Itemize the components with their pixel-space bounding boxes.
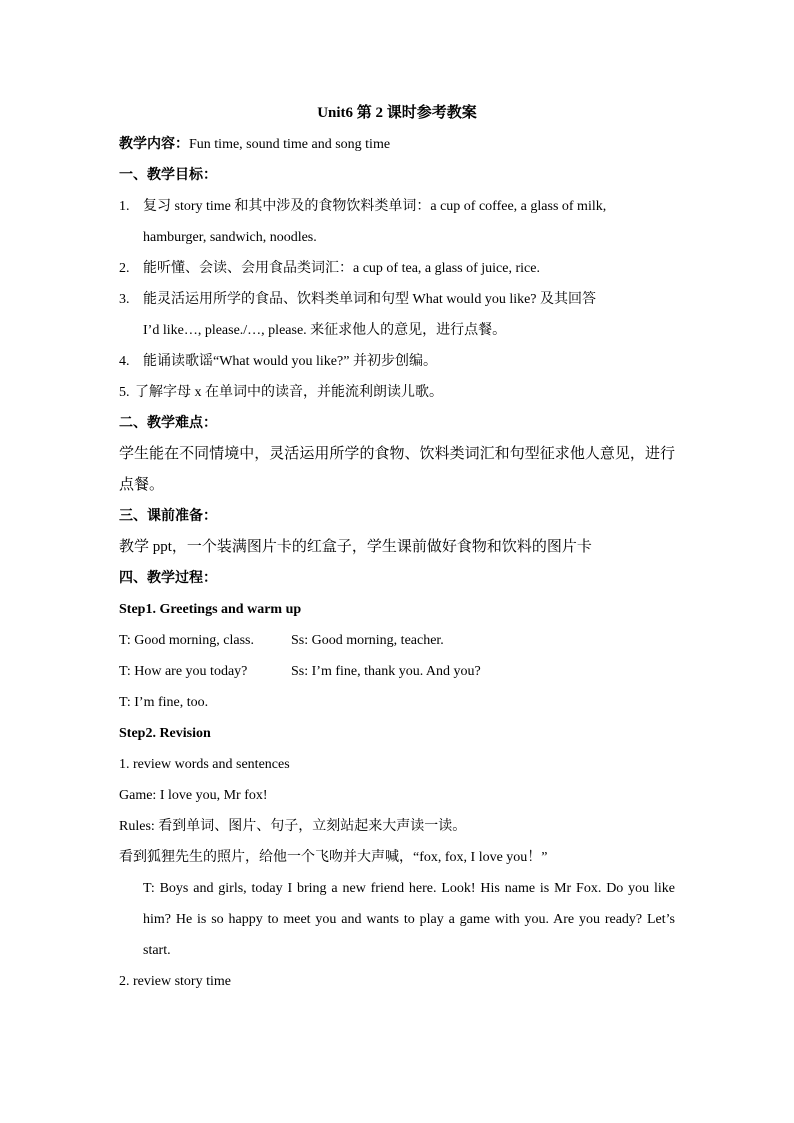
goal-item-continued [119, 315, 675, 346]
document-title: Unit6 第 2 课时参考教案 [317, 105, 477, 121]
goal-item [119, 377, 675, 408]
goal-text: 能灵活运用所学的食品、饮料类单词和句型 What would you like? 及其回答 [143, 292, 597, 307]
teacher-paragraph: T: Boys and girls, today I bring a new friend here. Look! His name is Mr Fox. Do you like him? He is so happy to meet you and wants to play a game with you. Are you ready? Let’s start. [143, 881, 675, 958]
goal-text: I’d like…, please./…, please. 来征求他人的意见，进行点餐。 [143, 323, 507, 338]
rules-line: Rules: 看到单词、图片、句子，立刻站起来大声读一读。 [119, 819, 467, 834]
teaching-content-label: 教学内容： [119, 137, 189, 152]
goal-number: 5. [119, 385, 130, 400]
goal-text: hamburger, sandwich, noodles. [143, 230, 317, 245]
goal-item [119, 346, 675, 377]
goal-item-continued [119, 222, 675, 253]
revision-item-2: 2. review story time [119, 974, 231, 989]
dialog-students: Ss: I’m fine, thank you. And you? [291, 664, 481, 679]
teaching-content-value: Fun time, sound time and song time [189, 137, 391, 152]
dialog-teacher: T: I’m fine, too. [119, 695, 209, 710]
goal-text: 能听懂、会读、会用食品类词汇：a cup of tea, a glass of juice, rice. [143, 261, 540, 276]
document-content [119, 98, 675, 997]
section-heading-goals: 一、教学目标： [119, 168, 217, 183]
dialog-teacher: T: Good morning, class. [119, 633, 255, 648]
step1-title: Step1. Greetings and warm up [119, 602, 302, 617]
goal-number: 2. [119, 261, 130, 276]
goal-number: 1. [119, 199, 130, 214]
preparation-paragraph: 教学 ppt，一个装满图片卡的红盒子，学生课前做好食物和饮料的图片卡 [119, 539, 592, 555]
goal-item [119, 191, 675, 222]
goal-text: 了解字母 x 在单词中的读音，并能流利朗读儿歌。 [135, 385, 443, 400]
dialog-line [119, 656, 675, 687]
step2-title: Step2. Revision [119, 726, 211, 741]
difficulty-paragraph: 学生能在不同情境中，灵活运用所学的食物、饮料类词汇和句型征求他人意见，进行点餐。 [119, 446, 675, 493]
dialog-teacher: T: How are you today? [119, 664, 248, 679]
dialog-line [119, 687, 675, 718]
goal-item [119, 253, 675, 284]
section-heading-preparation: 三、课前准备： [119, 509, 217, 524]
revision-item-1: 1. review words and sentences [119, 757, 290, 772]
section-heading-difficulty: 二、教学难点： [119, 416, 217, 431]
game-line: Game: I love you, Mr fox! [119, 788, 268, 803]
section-heading-process: 四、教学过程： [119, 571, 217, 586]
goal-number: 3. [119, 292, 130, 307]
goal-text: 能诵读歌谣“What would you like?” 并初步创编。 [143, 354, 437, 369]
fox-instruction-line: 看到狐狸先生的照片，给他一个飞吻并大声喊，“fox, fox, I love you！” [119, 850, 548, 865]
dialog-line [119, 625, 675, 656]
goal-number: 4. [119, 354, 130, 369]
goal-text: 复习 story time 和其中涉及的食物饮料类单词：a cup of coffee, a glass of milk, [143, 199, 607, 214]
goal-item [119, 284, 675, 315]
teaching-content-line [119, 129, 675, 160]
dialog-students: Ss: Good morning, teacher. [291, 633, 444, 648]
